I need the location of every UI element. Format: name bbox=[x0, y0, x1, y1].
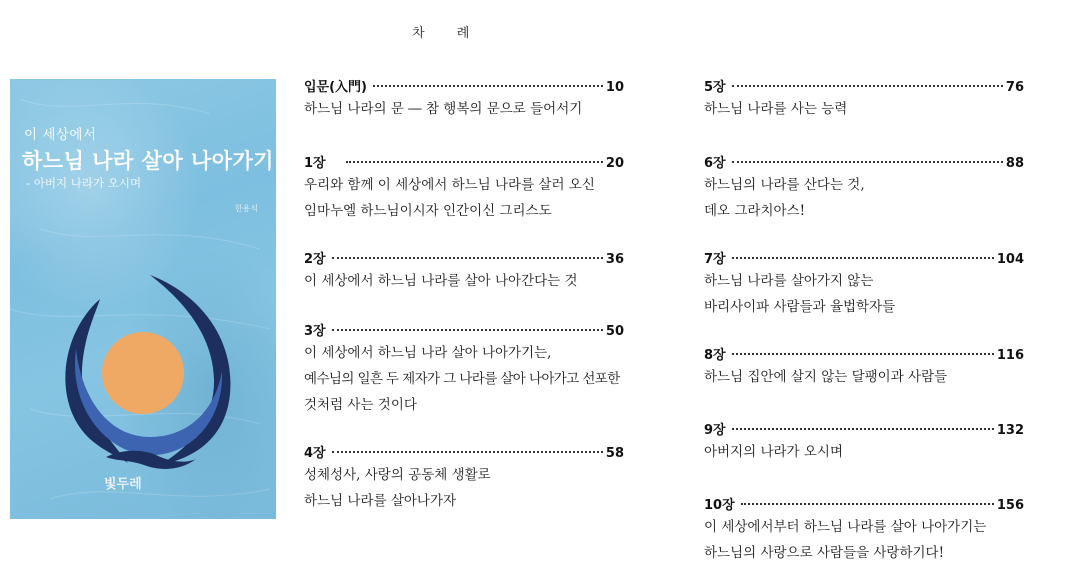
leader-dots bbox=[373, 85, 603, 87]
toc-entry-desc: 하느님 나라를 살아가지 않는 bbox=[704, 273, 874, 289]
cover-subtitle: - 아버지 나라가 오시며 bbox=[26, 176, 142, 190]
toc-entry-desc: 하느님 나라를 사는 능력 bbox=[704, 101, 848, 117]
toc-page-number: 58 bbox=[605, 446, 624, 461]
toc-entry-label: 4장 bbox=[304, 446, 326, 461]
toc-entry-label: 7장 bbox=[704, 252, 726, 267]
toc-entry-desc: 하느님 나라의 문 ― 참 행복의 문으로 들어서기 bbox=[304, 101, 583, 117]
toc-entry-desc: 것처럼 사는 것이다 bbox=[304, 397, 417, 413]
leader-dots bbox=[332, 257, 603, 259]
cover-sun bbox=[102, 332, 184, 414]
toc-page-number: 36 bbox=[605, 252, 624, 267]
toc-entry-desc: 임마누엘 하느님이시자 인간이신 그리스도 bbox=[304, 203, 552, 219]
toc-column-right bbox=[704, 76, 1024, 566]
toc-entry-intro[interactable] bbox=[304, 76, 624, 122]
page-title: 차 례 bbox=[412, 26, 484, 41]
toc-entry-desc: 하느님의 나라를 산다는 것, bbox=[704, 177, 865, 193]
toc-entry-desc: 예수님의 일흔 두 제자가 그 나라를 살아 나아가고 선포한 bbox=[304, 371, 620, 387]
toc-entry-label: 입문(入門) bbox=[304, 80, 367, 95]
book-cover bbox=[10, 79, 276, 519]
cover-author: 한용석 bbox=[234, 204, 258, 213]
toc-entry-chapter-10[interactable] bbox=[704, 494, 1024, 566]
leader-dots bbox=[332, 451, 603, 453]
toc-entry-desc: 성체성사, 사랑의 공동체 생활로 bbox=[304, 467, 491, 483]
toc-entry-chapter-7[interactable] bbox=[704, 248, 1024, 320]
toc-entry-desc: 이 세상에서 하느님 나라 살아 나아가기는, bbox=[304, 345, 552, 361]
toc-entry-chapter-4[interactable] bbox=[304, 442, 624, 514]
toc-entry-label: 8장 bbox=[704, 348, 726, 363]
toc-page-number: 20 bbox=[605, 156, 624, 171]
leader-dots bbox=[346, 161, 603, 163]
cover-title: 하느님 나라 살아 나아가기 bbox=[22, 149, 275, 173]
leader-dots bbox=[732, 257, 994, 259]
cover-publisher: 빛두레 bbox=[104, 477, 142, 492]
toc-entry-label: 10장 bbox=[704, 498, 735, 513]
leader-dots bbox=[732, 85, 1003, 87]
toc-entry-desc: 이 세상에서부터 하느님 나라를 살아 나아가기는 bbox=[704, 519, 987, 535]
leader-dots bbox=[332, 329, 603, 331]
toc-entry-label: 5장 bbox=[704, 80, 726, 95]
toc-entry-desc: 하느님 집안에 살지 않는 달팽이과 사람들 bbox=[704, 369, 948, 385]
toc-entry-label: 2장 bbox=[304, 252, 326, 267]
toc-page-number: 76 bbox=[1005, 80, 1024, 95]
toc-page-number: 10 bbox=[605, 80, 624, 95]
toc-entry-chapter-9[interactable] bbox=[704, 419, 1024, 465]
toc-entry-desc: 하느님 나라를 살아나가자 bbox=[304, 493, 457, 509]
toc-entry-desc: 아버지의 나라가 오시며 bbox=[704, 444, 843, 460]
cover-subtitle-top: 이 세상에서 bbox=[24, 127, 97, 143]
toc-entry-label: 9장 bbox=[704, 423, 726, 438]
leader-dots bbox=[732, 428, 994, 430]
toc-entry-chapter-3[interactable] bbox=[304, 320, 624, 418]
toc-entry-desc: 우리와 함께 이 세상에서 하느님 나라를 살러 오신 bbox=[304, 177, 595, 193]
toc-page-number: 104 bbox=[996, 252, 1024, 267]
toc-entry-chapter-5[interactable] bbox=[704, 76, 1024, 122]
toc-entry-desc: 데오 그라치아스! bbox=[704, 203, 806, 219]
toc-page-number: 132 bbox=[996, 423, 1024, 438]
toc-page-number: 50 bbox=[605, 324, 624, 339]
toc-entry-label: 3장 bbox=[304, 324, 326, 339]
toc-entry-desc: 바리사이파 사람들과 율법학자들 bbox=[704, 299, 896, 315]
toc-entry-chapter-8[interactable] bbox=[704, 344, 1024, 390]
toc-entry-desc: 이 세상에서 하느님 나라를 살아 나아간다는 것 bbox=[304, 273, 578, 289]
leader-dots bbox=[732, 161, 1003, 163]
toc-entry-label: 6장 bbox=[704, 156, 726, 171]
toc-entry-chapter-6[interactable] bbox=[704, 152, 1024, 224]
toc-entry-desc: 하느님의 사랑으로 사람들을 사랑하기다! bbox=[704, 545, 944, 561]
toc-page-number: 116 bbox=[996, 348, 1024, 363]
toc-entry-chapter-1[interactable] bbox=[304, 152, 624, 224]
toc-entry-chapter-2[interactable] bbox=[304, 248, 624, 294]
leader-dots bbox=[741, 503, 994, 505]
toc-entry-label: 1장 bbox=[304, 156, 326, 171]
toc-page-number: 88 bbox=[1005, 156, 1024, 171]
toc-page-number: 156 bbox=[996, 498, 1024, 513]
toc-column-left bbox=[304, 76, 624, 514]
leader-dots bbox=[732, 353, 994, 355]
